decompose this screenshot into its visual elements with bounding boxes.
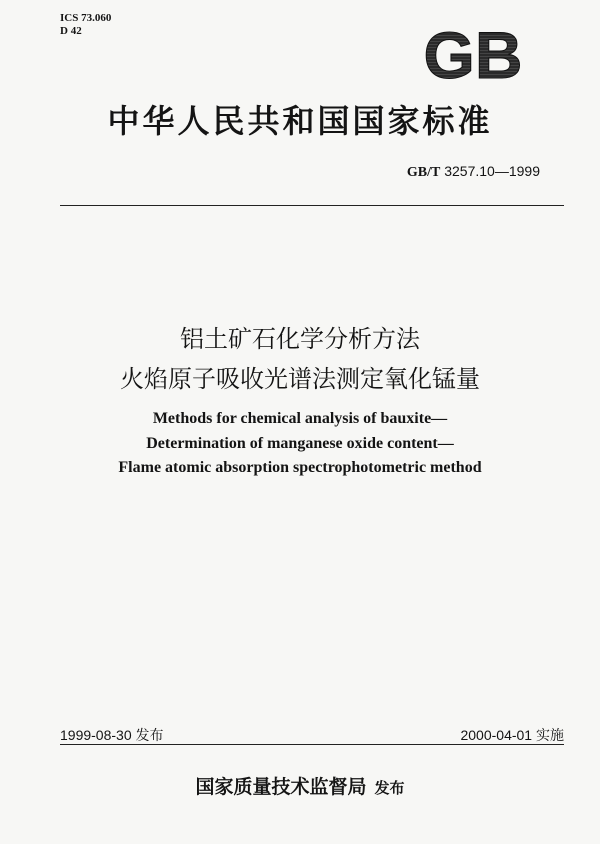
gb-logo [416,22,530,86]
issue-date: 1999-08-30 发布 [60,727,164,743]
english-title-line-1: Methods for chemical analysis of bauxite— [152,410,448,427]
english-title-line-2: Determination of manganese oxide content— [146,435,454,452]
national-standard-heading: 中华人民共和国国家标准 [107,102,493,140]
top-divider [60,205,564,206]
gb-logo-lettering: GB [423,22,523,86]
ics-code: ICS 73.060 [60,12,112,24]
chinese-title-line-2: 火焰原子吸收光谱法测定氧化锰量 [120,365,480,393]
english-title-line-3: Flame atomic absorption spectrophotometric method [118,459,482,476]
implementation-date: 2000-04-01 实施 [460,727,564,743]
publisher-name: 国家质量技术监督局 [195,776,367,798]
publisher-verb: 发布 [374,779,405,797]
classification-codes [60,12,111,38]
standard-prefix: GB/T [406,165,441,180]
standard-code: 3257.10—1999 [444,163,540,179]
standard-number [407,163,540,181]
bottom-divider [60,744,564,745]
ccs-code: D 42 [60,25,82,37]
chinese-title-line-1: 铝土矿石化学分析方法 [180,325,420,353]
publisher [0,772,600,799]
